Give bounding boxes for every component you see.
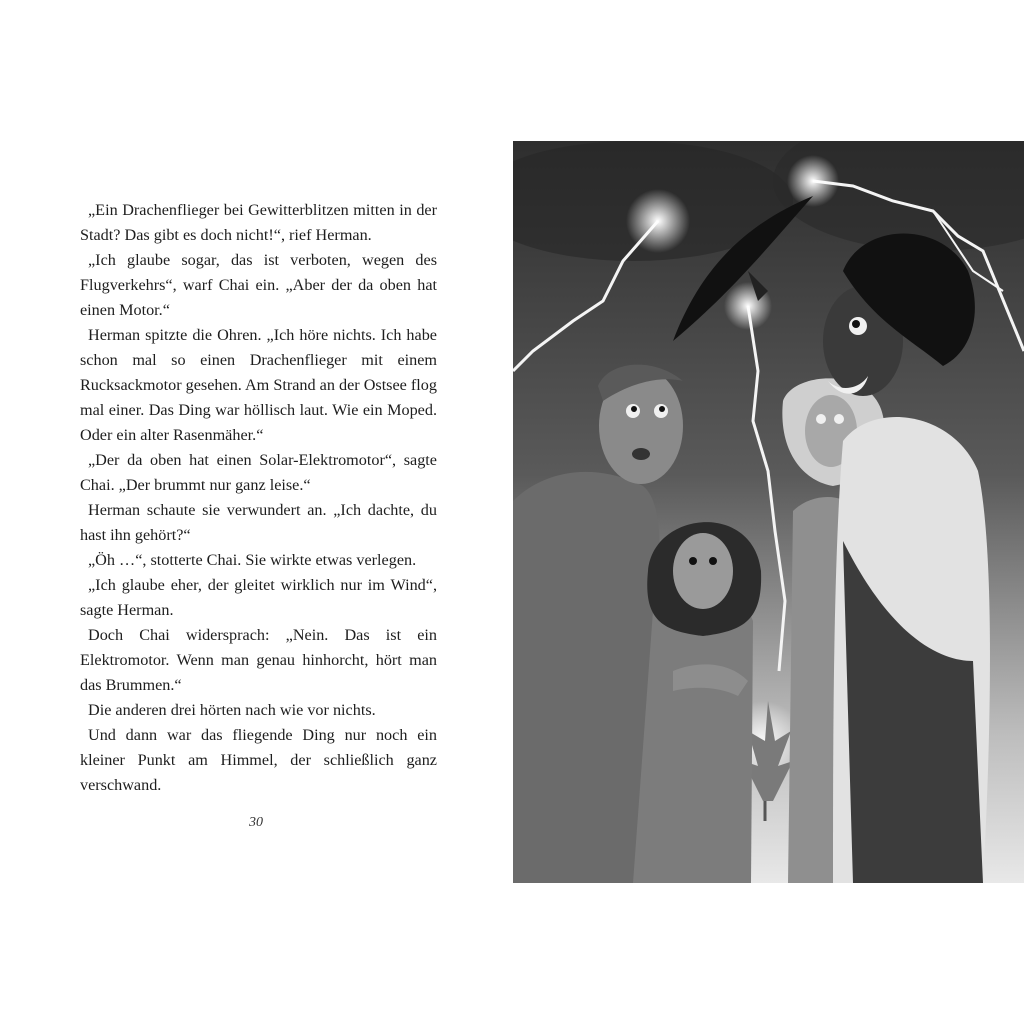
illustration-panel [513,141,1024,883]
paragraph-5: Herman schaute sie verwundert an. „Ich dachte, du hast ihn gehört?“ [80,501,437,544]
paragraph-7: „Ich glaube eher, der gleitet wirklich nur im Wind“, sagte Herman. [80,576,437,619]
page-number: 30 [249,815,263,830]
text-page [80,198,437,798]
paragraph-4: „Der da oben hat einen Solar-Elektromotor“, sagte Chai. „Der brummt nur ganz leise.“ [80,451,437,494]
paragraph-2: „Ich glaube sogar, das ist verboten, wegen des Flugverkehrs“, warf Chai ein. „Aber der da oben hat einen Motor.“ [80,251,437,319]
paragraph-3: Herman spitzte die Ohren. „Ich höre nichts. Ich habe schon mal so einen Drachenflieger mit einem Rucksackmotor gesehen. Am Strand an der Ostsee flog mal einer. Das Ding war höllisch laut. Wie ein Moped. Oder ein alter Rasenmäher.“ [80,326,437,444]
paragraph-9: Die anderen drei hörten nach wie vor nichts. [88,701,376,719]
kids-watching-hang-glider-in-lightning-illustration [513,141,1024,883]
paragraph-10: Und dann war das fliegende Ding nur noch ein kleiner Punkt am Himmel, der schließlich ganz verschwand. [80,726,437,794]
paragraph-1: „Ein Drachenflieger bei Gewitterblitzen mitten in der Stadt? Das gibt es doch nicht!“, rief Herman. [80,201,437,244]
paragraph-6: „Öh …“, stotterte Chai. Sie wirkte etwas verlegen. [88,551,417,569]
paragraph-8: Doch Chai widersprach: „Nein. Das ist ein Elektromotor. Wenn man genau hinhorcht, hört man das Brummen.“ [80,626,437,694]
